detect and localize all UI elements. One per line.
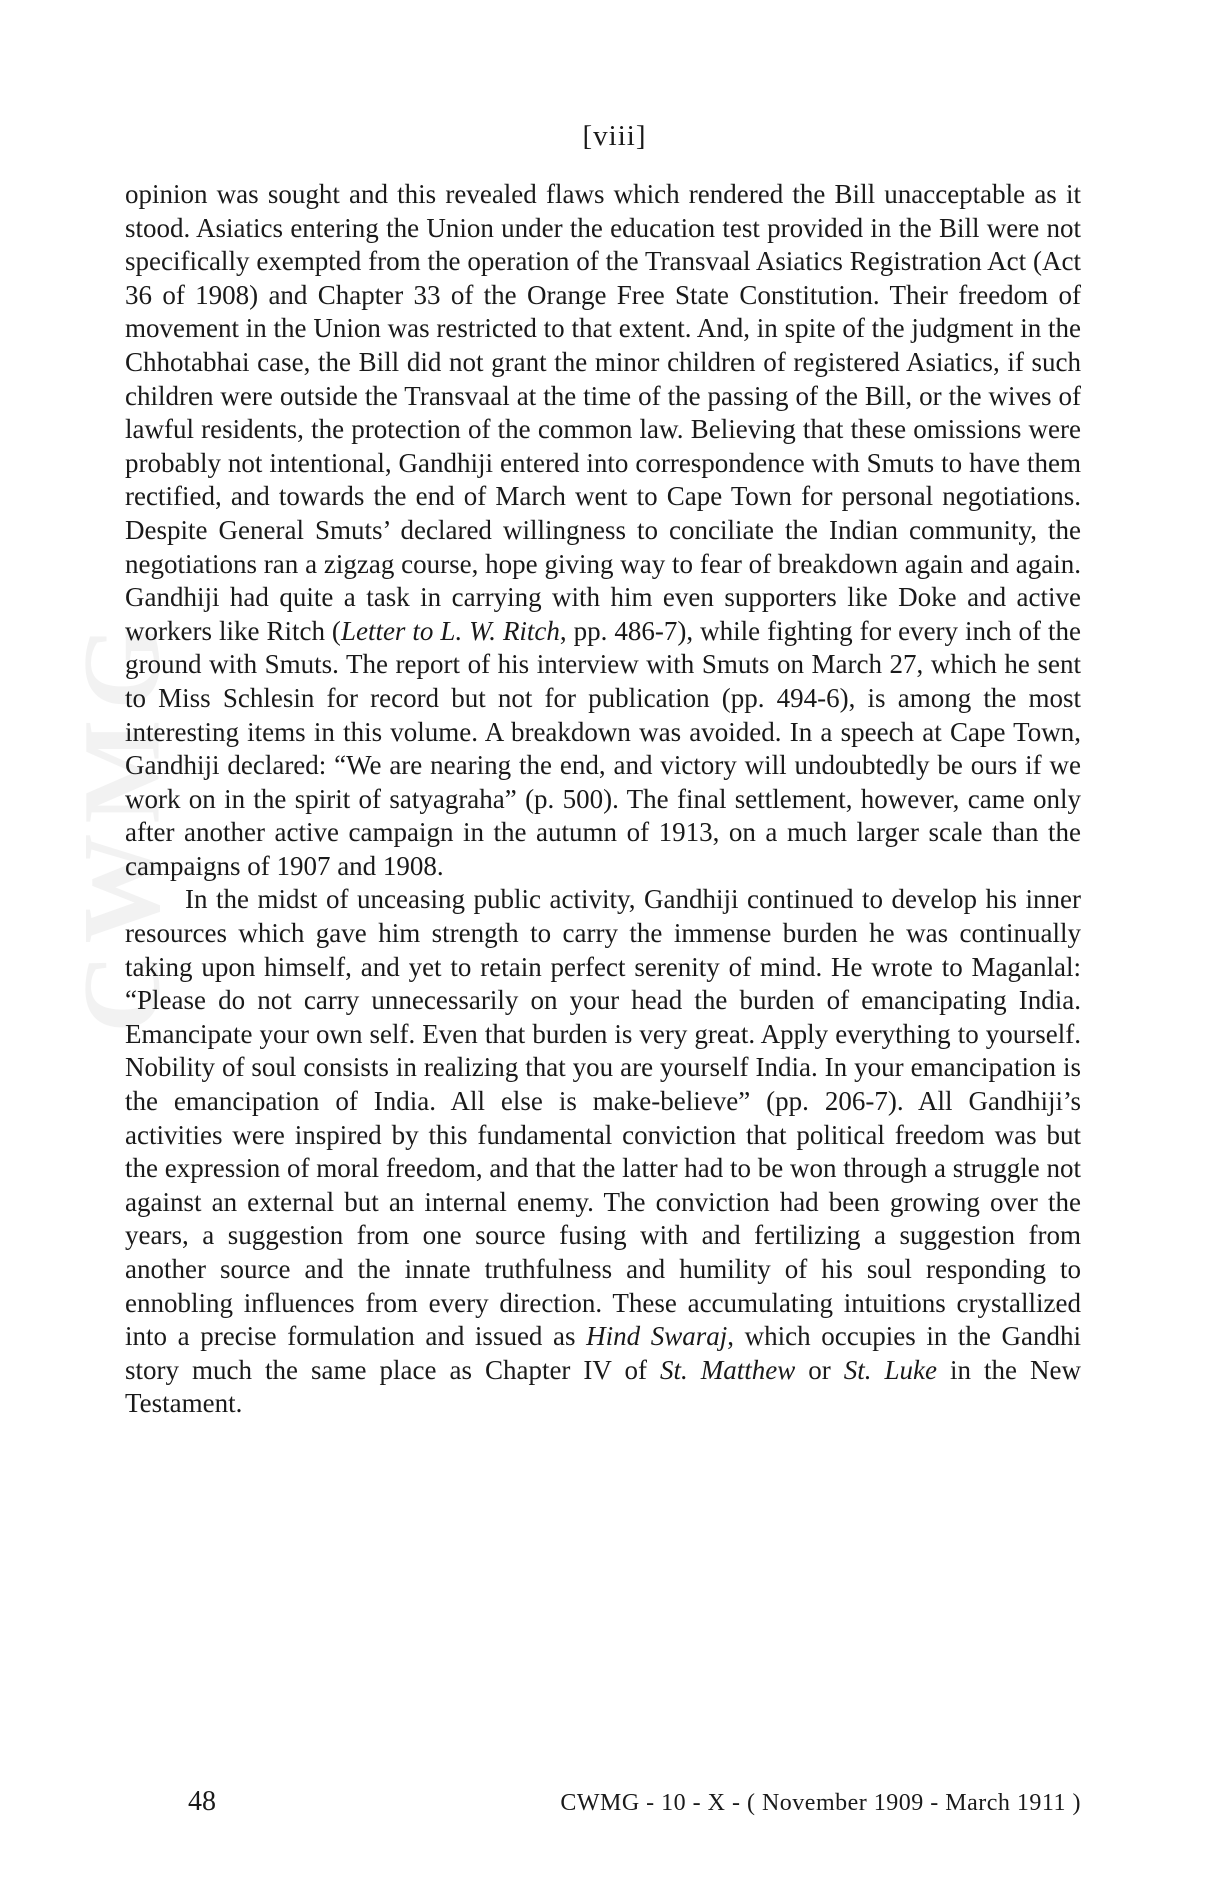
footer-page-number: 48 [188, 1786, 216, 1817]
paragraph-2 [125, 883, 1081, 1421]
paragraph-1-italic-letter-title: Letter to L. W. Ritch [340, 615, 560, 646]
paragraph-1 [125, 178, 1081, 883]
paragraph-2-text-a: In the midst of unceasing public activity, Gandhiji continued to develop his inner resources which gave him strength to carry the immense burden he was continually taking upon himself, and yet to retain perfect serenity of mind. He wrote to Maganlal: “Please do not carry unnecessarily on your head the burden of emancipating India. Emancipate your own self. Even that burden is very great. Apply everything to yourself. Nobility of soul consists in realizing that you are yourself India. In your emancipation is the emancipation of India. All else is make-believe” (pp. 206-7). All Gandhiji’s activities were inspired by this fundamental conviction that political freedom was but the expression of moral freedom, and that the latter had to be won through a struggle not against an external but an internal enemy. The conviction had been growing over the years, a suggestion from one source fusing with and fertilizing a suggestion from another source and the innate truthfulness and humility of his soul responding to ennobling influences from every direction. These accumulating intuitions crystallized into a precise formulation and issued as [125, 884, 1081, 1352]
paragraph-2-italic-st-luke: St. Luke [843, 1354, 937, 1385]
paragraph-2-text-b: , which occupies in the Gandhi story much the same place as Chapter IV of [125, 1321, 1082, 1385]
paragraph-1-text-b: , pp. 486-7), while fighting for every inch of the ground with Smuts. The report of his interview with Smuts on March 27, which he sent to Miss Schlesin for record but not for publication (pp. 494-6), is among the most interesting items in this volume. A breakdown was avoided. In a speech at Cape Town, Gandhiji declared: “We are nearing the end, and victory will undoubtedly be ours if we work on in the spirit of satyagraha” (p. 500). The final settlement, however, came only after another active campaign in the autumn of 1913, on a much larger scale than the campaigns of 1907 and 1908. [125, 615, 1081, 881]
body-text [125, 178, 1081, 1421]
watermark: CWMG [60, 614, 183, 1033]
page-header-roman-numeral: [viii] [582, 120, 647, 152]
paragraph-1-text-a: opinion was sought and this revealed flaws which rendered the Bill unacceptable as it stood. Asiatics entering the Union under the education test provided in the Bill were not specifically exempted from the operation of the Transvaal Asiatics Registration Act (Act 36 of 1908) and Chapter 33 of the Orange Free State Constitution. Their freedom of movement in the Union was restricted to that extent. And, in spite of the judgment in the Chhotabhai case, the Bill did not grant the minor children of registered Asiatics, if such children were outside the Transvaal at the time of the passing of the Bill, or the wives of lawful residents, the protection of the common law. Believing that these omissions were probably not intentional, Gandhiji entered into correspondence with Smuts to have them rectified, and towards the end of March went to Cape Town for personal negotiations. Despite General Smuts’ declared willingness to conciliate the Indian community, the negotiations ran a zigzag course, hope giving way to fear of breakdown again and again. Gandhiji had quite a task in carrying with him even supporters like Doke and active workers like Ritch ( [125, 179, 1081, 646]
paragraph-2-text-c: or [795, 1354, 844, 1385]
footer-volume-label: CWMG - 10 - X - ( November 1909 - March 1911 ) [560, 1790, 1081, 1816]
paragraph-2-italic-st-matthew: St. Matthew [659, 1354, 796, 1385]
paragraph-2-text-d: in the New Testament. [125, 1354, 1081, 1419]
paragraph-2-italic-hind-swaraj: Hind Swaraj [586, 1321, 728, 1352]
